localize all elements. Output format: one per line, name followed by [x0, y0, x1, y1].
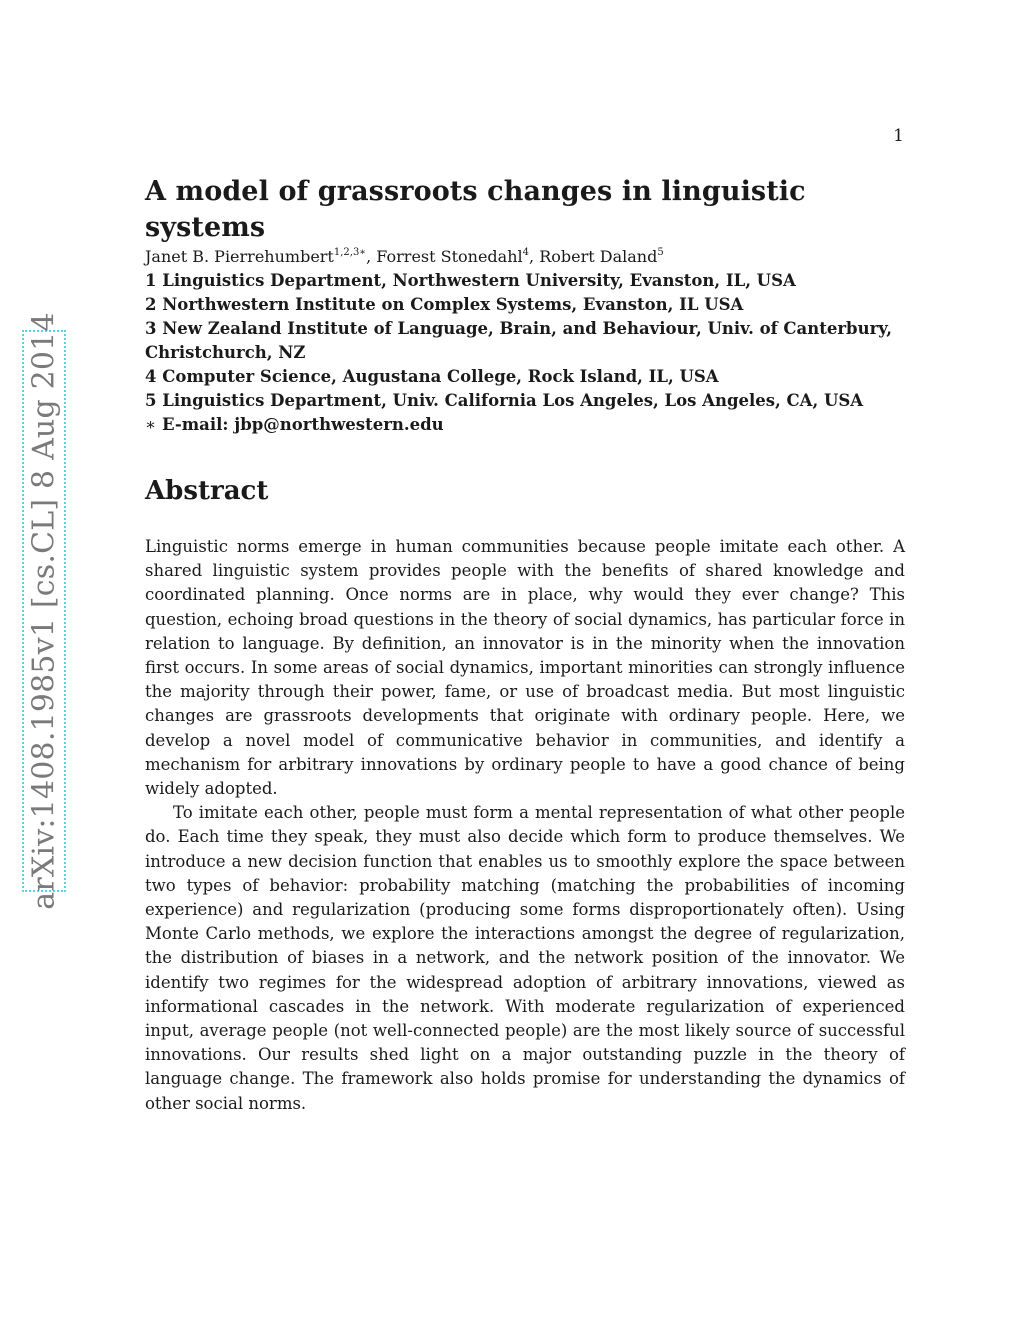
email-address: E-mail: jbp@northwestern.edu: [161, 415, 444, 434]
author-list: [145, 246, 905, 268]
affiliation: 1 Linguistics Department, Northwestern University, Evanston, IL, USA: [145, 271, 796, 290]
abstract-body: [145, 535, 905, 1116]
author-affiliation-marker: 5: [657, 247, 664, 258]
corresponding-email[interactable]: [145, 413, 905, 437]
author-name: Janet B. Pierrehumbert: [145, 247, 334, 266]
abstract-paragraph: Linguistic norms emerge in human communities because people imitate each other. A shared linguistic system provides people with the benefits of shared knowledge and coordinated planning. Once norms are in place, why would they ever change? This question, echoing broad questions in the theory of social dynamics, has particular force in relation to language. By definition, an innovator is in the minority when the innovation first occurs. In some areas of social dynamics, important minorities can strongly influence the majority through their power, fame, or use of broadcast media. But most linguistic changes are grassroots developments that originate with ordinary people. Here, we develop a novel model of communicative behavior in communities, and identify a mechanism for arbitrary innovations by ordinary people to have a good chance of being widely adopted.: [145, 537, 905, 799]
paper-front-matter: [145, 174, 905, 1116]
author-affiliation-marker: 4: [522, 247, 530, 258]
arxiv-identifier: arXiv:1408.1985v1 [cs.CL] 8 Aug 2014: [26, 312, 62, 910]
author-name: Forrest Stonedahl: [376, 247, 523, 266]
affiliation: 2 Northwestern Institute on Complex Systems, Evanston, IL USA: [145, 295, 744, 314]
affiliation: 4 Computer Science, Augustana College, Rock Island, IL, USA: [145, 367, 719, 386]
page-number: 1: [893, 126, 904, 146]
abstract-heading: Abstract: [145, 476, 269, 506]
affiliation: 3 New Zealand Institute of Language, Brain, and Behaviour, Univ. of Canterbury, Christchurch, NZ: [145, 319, 893, 362]
arxiv-stamp[interactable]: [22, 312, 66, 910]
paper-title: A model of grassroots changes in linguistic systems: [145, 176, 806, 243]
author-affiliation-marker: 1,2,3∗: [333, 247, 367, 258]
author-separator: ,: [366, 247, 377, 266]
corresponding-author-marker: ∗: [145, 415, 157, 434]
affiliation-list: [145, 269, 905, 437]
abstract-paragraph: To imitate each other, people must form a mental representation of what other people do. Each time they speak, they must also decide which form to produce themselves. We introduce a new decision function that enables us to smoothly explore the space between two types of behavior: probability matching (matching the probabilities of incoming experience) and regularization (producing some forms disproportionately often). Using Monte Carlo methods, we explore the interactions amongst the degree of regularization, the distribution of biases in a network, and the network position of the innovator. We identify two regimes for the widespread adoption of arbitrary innovations, viewed as informational cascades in the network. With moderate regularization of experienced input, average people (not well-connected people) are the most likely source of successful innovations. Our results shed light on a major outstanding puzzle in the theory of language change. The framework also holds promise for understanding the dynamics of other social norms.: [145, 803, 905, 1113]
author-name: Robert Daland: [539, 247, 658, 266]
author-separator: ,: [529, 247, 540, 266]
affiliation: 5 Linguistics Department, Univ. California Los Angeles, Los Angeles, CA, USA: [145, 391, 864, 410]
